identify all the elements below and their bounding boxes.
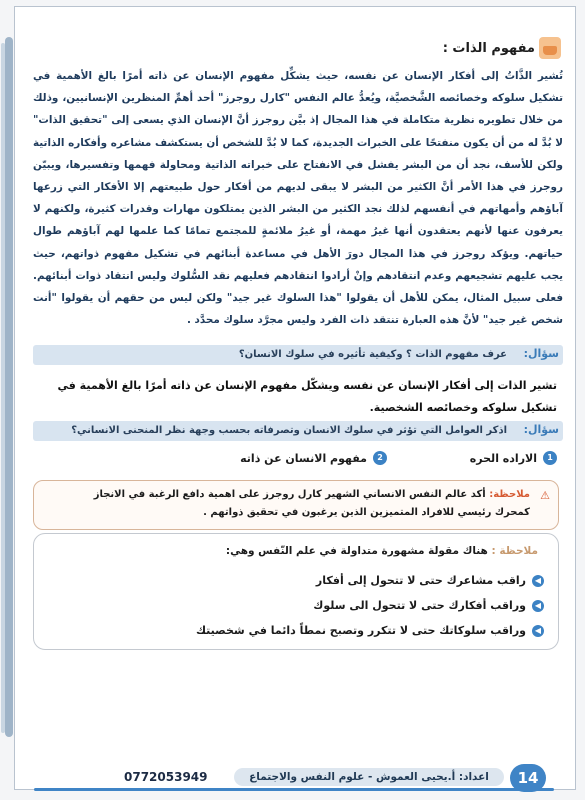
book-icon	[539, 37, 561, 59]
question-tag: سؤال:	[523, 423, 559, 436]
note-box	[33, 480, 559, 530]
quote-list	[196, 568, 544, 643]
question-tag: سؤال:	[523, 347, 559, 360]
list-item-text: وراقب سلوكاتك حتى لا تتكرر وتصبح نمطاً دائما في شخصيتك	[195, 624, 526, 637]
page-footer	[14, 762, 574, 792]
question-bar-2	[33, 421, 563, 441]
main-paragraph: تُشير الذَّاتُ إلى أفكار الإنسان عن نفسه، حيث يشكِّل مفهوم الإنسان عن ذاته أمرًا بالغ الأهمية في تشكيل سلوكه وخصائصه الشَّخصيَّة، ويُعدُّ عالم النفس "كارل روجرز" أحد أهمِّ المنظرين الإنسانيين، وذلك من خلال تطويره نظرية متكاملة في هذا المجال إذ بيَّن روجرز أنَّ الإنسان الذي يسعى إلى "تحقيق الذات" لا بُدَّ له من أن يكون منفتحًا على الخبرات الجديدة، كما لا بُدَّ للشخص أن يستكشف مشاعره وأفكاره الذاتية ولكن للأسف، نجد أن من البشر يفشل في الانفتاح على خبراته الذاتية ومحاولة فهمها وتفسيرها، ويبيّن روجرز في هذا الأمر أنَّ الكثير من البشر لا يبقى لديهم من أفكار حول طبيعتهم إلا الأفكار التي زرعها آباؤهم وأمهاتهم في أنفسهم لذلك نجد الكثير من البشر الذين يمتلكون مهارات وقدرات كثيرة، ولكنهم لا يعرفون عنها لأنهم يعتقدون أنها غيرُ مهمة، أو غيرُ ملائمةٍ للمجتمع تمامًا كما علمها لهم آباؤهم طوال حياتهم. ويؤكد روجرز في هذا المجال دورَ الأهل في مساعدة أبنائهم في تشكيل مفهوم ذواتهم، حيث يجب عليهم تشجيعهم وعدم انتقادهم وإنْ أرادوا انتقادهم فعليهم نقد السُّلوك وليس انتقاد ذوات أبنائهم. فعلى سبيل المثال، يمكن للأهل أن يقولوا "هذا السلوك غير جيد" ولكن ليس من حقهم أن يقولوا "أنت شخص غير جيد" لأنَّ هذه العبارة تنتقد ذات الفرد وليس مجرَّد سلوك محدَّد .	[33, 70, 563, 327]
binder-rail-inner	[1, 43, 5, 733]
bullet-arrow-icon: ◀	[532, 625, 544, 637]
author-banner: اعداد: أ.يحيى العموش - علوم النفس والاجتماع	[234, 768, 504, 786]
bullet-arrow-icon: ◀	[532, 600, 544, 612]
phone-number: 0772053949	[124, 770, 208, 784]
quote-heading-text: هناك مقولة مشهورة متداولة في علم النّفس وهي:	[225, 545, 488, 557]
list-item-text: راقب مشاعرك حتى لا تتحول إلى أفكار	[315, 574, 526, 587]
warning-icon: ⚠	[540, 489, 550, 502]
number-badge: 2	[373, 451, 387, 465]
list-item	[196, 568, 544, 593]
answer-1: تشير الذات إلى أفكار الإنسان عن نفسه ويشكّل مفهوم الإنسان عن ذاته أمرًا بالغ الأهمية في تشكيل سلوكه وخصائصه الشخصية.	[57, 379, 557, 414]
binder-rail	[5, 37, 13, 737]
note-text: أكد عالم النفس الانساني الشهير كارل روجرز على اهمية دافع الرغبة في الانجاز كمحرك رئيسي للافراد المتميزين الذين يرغبون في تحقيق ذواتهم .	[93, 489, 530, 518]
section-title: مفهوم الذات :	[442, 41, 535, 56]
quote-heading	[226, 545, 538, 557]
option-item	[470, 451, 557, 465]
question-text: اذكر العوامل التي تؤثر في سلوك الانسان وتصرفاته بحسب وجهة نظر المنحنى الانساني؟	[71, 425, 507, 436]
options-row	[75, 451, 557, 471]
list-item	[196, 593, 544, 618]
footer-divider	[34, 788, 554, 791]
number-badge: 1	[543, 451, 557, 465]
list-item-text: وراقب أفكارك حتى لا تتحول الى سلوك	[313, 599, 526, 612]
note-label: ملاحظة:	[489, 489, 530, 500]
list-item	[196, 618, 544, 643]
question-text: عرف مفهوم الذات ؟ وكيفية تأثيره في سلوك الانسان؟	[238, 349, 507, 360]
option-label: مفهوم الانسان عن ذاته	[240, 451, 367, 465]
question-bar-1	[33, 345, 563, 365]
page-number: 14	[510, 764, 546, 792]
option-label: الاراده الحره	[469, 451, 537, 465]
quote-box	[33, 533, 559, 650]
bullet-arrow-icon: ◀	[532, 575, 544, 587]
quote-label: ملاحظة :	[491, 545, 538, 557]
page-frame	[14, 6, 576, 790]
option-item	[240, 451, 387, 465]
